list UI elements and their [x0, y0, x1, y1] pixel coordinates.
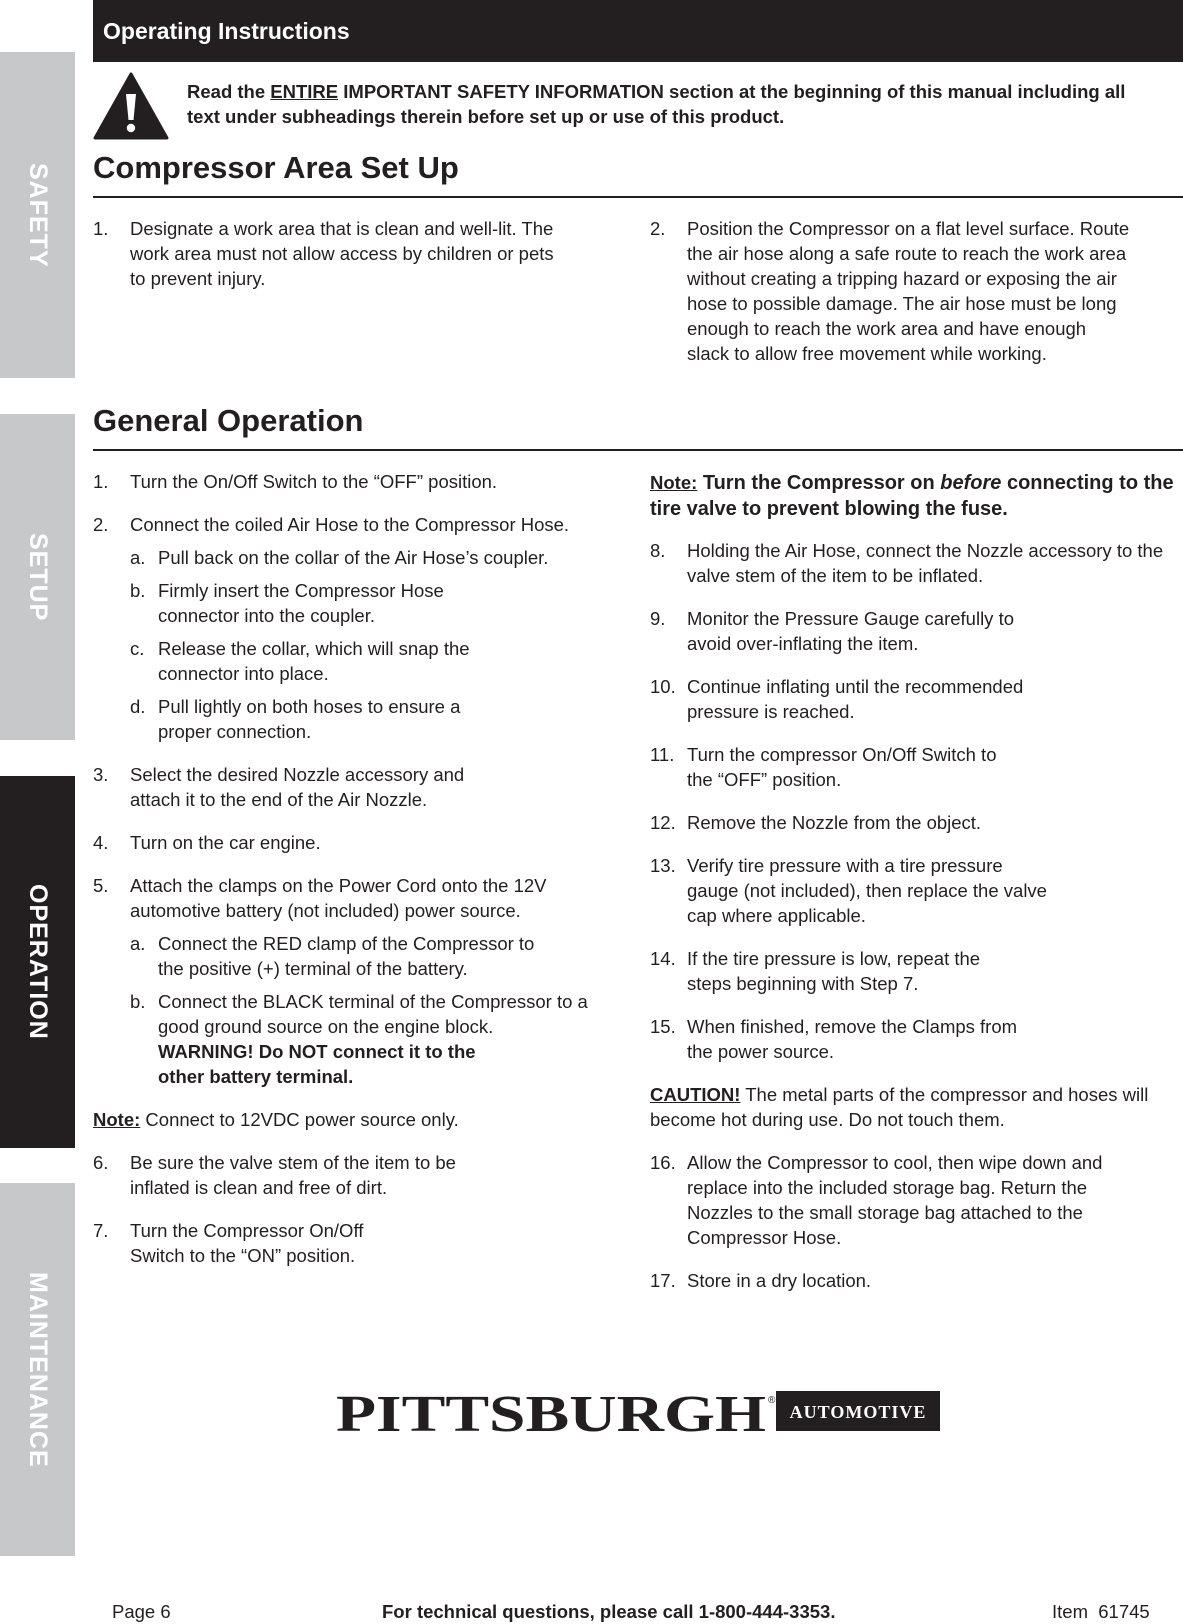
page-number: Page 6	[112, 1601, 171, 1622]
list-item: 10. Continue inflating until the recommended pressure is reached.	[650, 676, 1024, 722]
list-item: 15. When finished, remove the Clamps from the power source.	[650, 1016, 1018, 1062]
page-title: Operating Instructions	[103, 17, 350, 44]
tab-setup: SETUP	[0, 414, 75, 740]
list-item: 17. Store in a dry location.	[650, 1270, 872, 1291]
area-setup-left-column	[93, 216, 563, 309]
sub-item: a. Pull back on the collar of the Air Hose’s coupler.	[130, 547, 549, 568]
sub-item: c. Release the collar, which will snap the connector into place.	[130, 638, 470, 684]
section-title-area-setup: Compressor Area Set Up	[93, 150, 1183, 198]
list-item: 3. Select the desired Nozzle accessory and attach it to the end of the Air Nozzle.	[93, 764, 465, 810]
section-title-general-operation: General Operation	[93, 403, 1183, 451]
caution-note: CAUTION! The metal parts of the compressor and hoses will become hot during use. Do not touch them.	[650, 1084, 1149, 1130]
sub-item: d. Pull lightly on both hoses to ensure a proper connection.	[130, 696, 461, 742]
sub-item: a. Connect the RED clamp of the Compressor to the positive (+) terminal of the battery.	[130, 933, 535, 979]
list-item: 2. Position the Compressor on a flat level surface. Route the air hose along a safe route to reach the work area without creating a tripping hazard or exposing the air hose to possible damage. The air hose must be long enough to reach the work area and have enough slack to allow free movement while working.	[650, 218, 1130, 364]
list-item: 2. Connect the coiled Air Hose to the Compressor Hose. a. Pull back on the collar of the Air Hose’s coupler. b. Firmly insert the Compressor Hose connector into the coupler. c. Release the collar, which will snap the connector into place. d. Pull lightly on both hoses to ensure a proper connection.	[93, 512, 628, 744]
warning-note: WARNING! Do NOT connect it to the other battery terminal.	[158, 1041, 476, 1087]
note-fuse: Note: Turn the Compressor on before connecting to the tire valve to prevent blowing the fuse.	[650, 472, 1174, 520]
svg-text:PITTSBURGH: PITTSBURGH	[336, 1386, 766, 1439]
sub-item: b. Firmly insert the Compressor Hose connector into the coupler.	[130, 580, 444, 626]
tab-safety: SAFETY	[0, 52, 75, 378]
list-item: 1. Designate a work area that is clean and well-lit. The work area must not allow access by children or pets to prevent injury.	[93, 218, 554, 289]
general-left-column	[93, 469, 628, 1286]
list-item: 8. Holding the Air Hose, connect the Nozzle accessory to the valve stem of the item to be inflated.	[650, 540, 1164, 586]
list-item: 7. Turn the Compressor On/Off Switch to the “ON” position.	[93, 1220, 364, 1266]
list-item: 4. Turn on the car engine.	[93, 832, 321, 853]
list-item: 5. Attach the clamps on the Power Cord onto the 12V automotive battery (not included) power source. a. Connect the RED clamp of the Compressor to the positive (+) terminal of the battery. b. Connect the BLACK terminal of the Compressor to a good ground source on the engine block. WARNING! Do NOT connect it to the other battery terminal.	[93, 873, 628, 1089]
sub-item: b. Connect the BLACK terminal of the Compressor to a good ground source on the engine block. WARNING! Do NOT connect it to the other battery terminal.	[130, 991, 588, 1087]
note-power-source: Note: Connect to 12VDC power source only.	[93, 1109, 459, 1130]
list-item: 6. Be sure the valve stem of the item to be inflated is clean and free of dirt.	[93, 1152, 456, 1198]
safety-warning-text: Read the ENTIRE IMPORTANT SAFETY INFORMATION section at the beginning of this manual including all text under subheadings therein before set up or use of this product.	[187, 81, 1126, 127]
list-item: 14. If the tire pressure is low, repeat the steps beginning with Step 7.	[650, 948, 981, 994]
list-item: 13. Verify tire pressure with a tire pressure gauge (not included), then replace the valve cap where applicable.	[650, 855, 1047, 926]
svg-text:®: ®	[768, 1395, 776, 1406]
list-item: 12. Remove the Nozzle from the object.	[650, 812, 982, 833]
tech-support-line: For technical questions, please call 1-800-444-3353.	[382, 1601, 836, 1622]
pittsburgh-automotive-logo	[336, 1383, 940, 1439]
tab-operation: OPERATION	[0, 776, 75, 1148]
tab-maintenance: MAINTENANCE	[0, 1183, 75, 1556]
item-number: Item 61745	[1052, 1601, 1150, 1622]
list-item: 16. Allow the Compressor to cool, then wipe down and replace into the included storage bag. Return the Nozzles to the small storage bag attached to the Compressor Hose.	[650, 1152, 1103, 1248]
svg-text:AUTOMOTIVE: AUTOMOTIVE	[789, 1402, 927, 1422]
warning-icon	[93, 72, 169, 140]
list-item: 1. Turn the On/Off Switch to the “OFF” position.	[93, 471, 498, 492]
header-bar	[93, 0, 1183, 62]
area-setup-right-column	[650, 216, 1130, 384]
list-item: 11. Turn the compressor On/Off Switch to the “OFF” position.	[650, 744, 997, 790]
general-right-column	[650, 470, 1183, 1311]
list-item: 9. Monitor the Pressure Gauge carefully to avoid over-inflating the item.	[650, 608, 1014, 654]
